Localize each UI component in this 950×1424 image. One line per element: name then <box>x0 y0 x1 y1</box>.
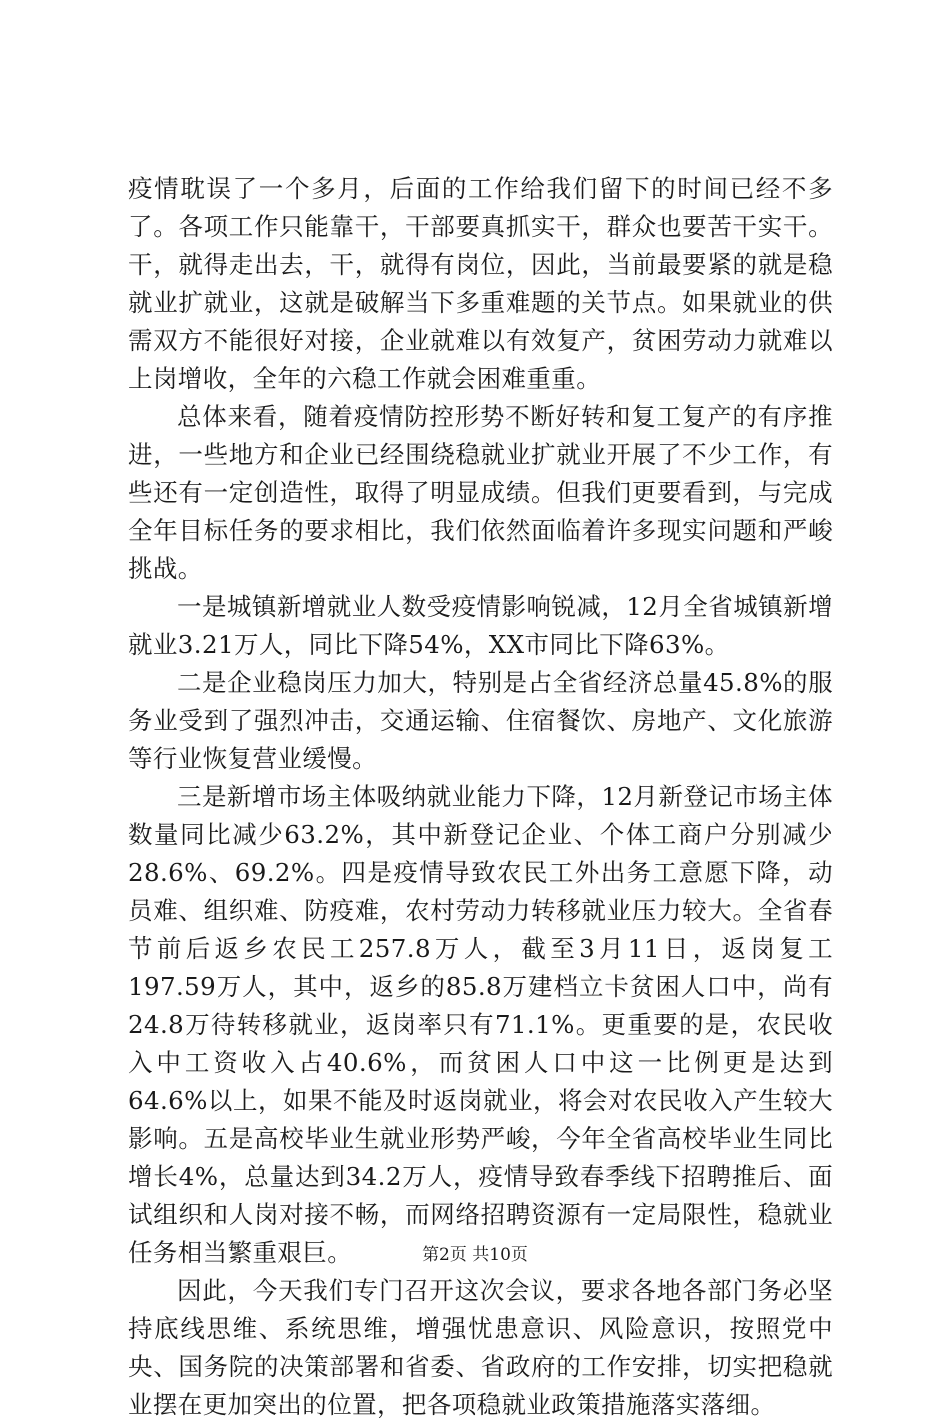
paragraph-6: 因此，今天我们专门召开这次会议，要求各地各部门务必坚持底线思维、系统思维，增强忧患意识、风险意识，按照党中央、国务院的决策部署和省委、省政府的工作安排，切实把稳就业摆在更加突出的位置，把各项稳就业政策措施落实落细。 <box>128 1276 833 1419</box>
paragraph-3: 一是城镇新增就业人数受疫情影响锐减，12月全省城镇新增就业3.21万人，同比下降54%，XX市同比下降63%。 <box>128 592 833 659</box>
page-number-footer: 第2页 共10页 <box>422 1245 528 1265</box>
paragraph-4: 二是企业稳岗压力加大，特别是占全省经济总量45.8%的服务业受到了强烈冲击，交通运输、住宿餐饮、房地产、文化旅游等行业恢复营业缓慢。 <box>128 668 833 773</box>
paragraph-5: 三是新增市场主体吸纳就业能力下降，12月新登记市场主体数量同比减少63.2%，其中新登记企业、个体工商户分别减少28.6%、69.2%。四是疫情导致农民工外出务工意愿下降，动员难、组织难、防疫难，农村劳动力转移就业压力较大。全省春节前后返乡农民工257.8万人，截至3月11日，返岗复工197.59万人，其中，返乡的85.8万建档立卡贫困人口中，尚有24.8万待转移就业，返岗率只有71.1%。更重要的是，农民收入中工资收入占40.6%，而贫困人口中这一比例更是达到64.6%以上，如果不能及时返岗就业，将会对农民收入产生较大影响。五是高校毕业生就业形势严峻，今年全省高校毕业生同比增长4%，总量达到34.2万人，疫情导致春季线下招聘推后、面试组织和人岗对接不畅，而网络招聘资源有一定局限性，稳就业任务相当繁重艰巨。 <box>128 782 833 1267</box>
paragraph-1: 疫情耽误了一个多月，后面的工作给我们留下的时间已经不多了。各项工作只能靠干，干部要真抓实干，群众也要苦干实干。干，就得走出去，干，就得有岗位，因此，当前最要紧的就是稳就业扩就业，这就是破解当下多重难题的关节点。如果就业的供需双方不能很好对接，企业就难以有效复产，贫困劳动力就难以上岗增收，全年的六稳工作就会困难重重。 <box>128 174 833 393</box>
paragraph-2: 总体来看，随着疫情防控形势不断好转和复工复产的有序推进，一些地方和企业已经围绕稳就业扩就业开展了不少工作，有些还有一定创造性，取得了明显成绩。但我们更要看到，与完成全年目标任务的要求相比，我们依然面临着许多现实问题和严峻挑战。 <box>128 402 833 583</box>
body-text <box>128 170 833 1424</box>
